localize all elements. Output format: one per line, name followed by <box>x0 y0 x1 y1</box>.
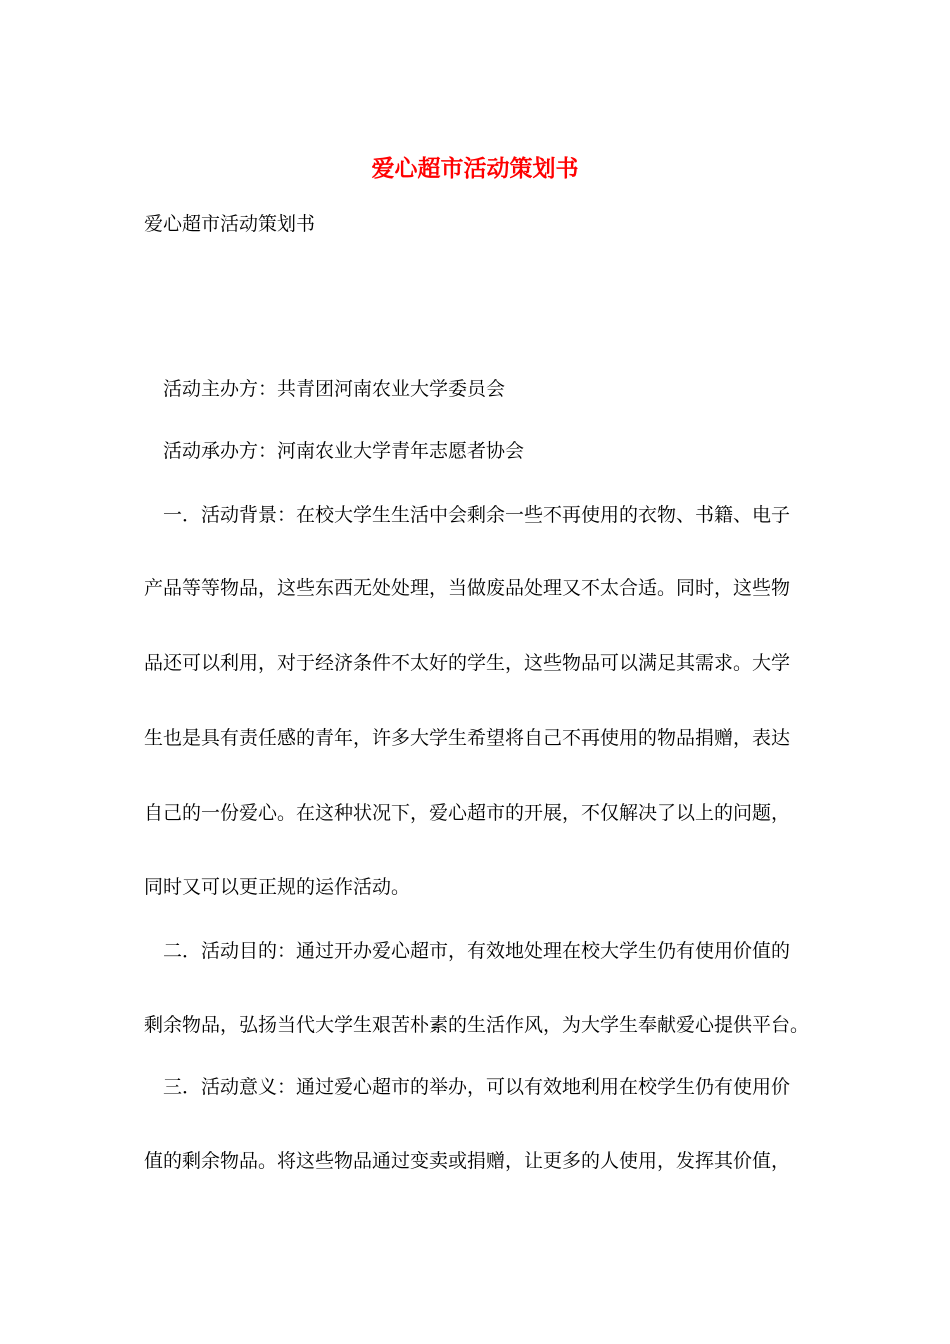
background-paragraph-line-1: 一．活动背景：在校大学生生活中会剩余一些不再使用的衣物、书籍、电子 <box>163 504 791 526</box>
document-subtitle: 爱心超市活动策划书 <box>144 213 316 235</box>
purpose-paragraph-line-1: 二．活动目的：通过开办爱心超市，有效地处理在校大学生仍有使用价值的 <box>163 940 791 962</box>
background-paragraph-line-5: 自己的一份爱心。在这种状况下，爱心超市的开展，不仅解决了以上的问题， <box>144 802 791 824</box>
document-title: 爱心超市活动策划书 <box>371 155 579 182</box>
co-organizer-line: 活动承办方：河南农业大学青年志愿者协会 <box>163 440 525 462</box>
background-paragraph-line-6: 同时又可以更正规的运作活动。 <box>144 876 411 898</box>
significance-paragraph-line-1: 三．活动意义：通过爱心超市的举办，可以有效地利用在校学生仍有使用价 <box>163 1076 791 1098</box>
organizer-line: 活动主办方：共青团河南农业大学委员会 <box>163 378 506 400</box>
background-paragraph-line-2: 产品等等物品，这些东西无处处理，当做废品处理又不太合适。同时，这些物 <box>144 577 791 599</box>
significance-paragraph-line-2: 值的剩余物品。将这些物品通过变卖或捐赠，让更多的人使用，发挥其价值， <box>144 1150 791 1172</box>
background-paragraph-line-3: 品还可以利用，对于经济条件不太好的学生，这些物品可以满足其需求。大学 <box>144 652 791 674</box>
background-paragraph-line-4: 生也是具有责任感的青年，许多大学生希望将自己不再使用的物品捐赠，表达 <box>144 727 791 749</box>
purpose-paragraph-line-2: 剩余物品，弘扬当代大学生艰苦朴素的生活作风，为大学生奉献爱心提供平台。 <box>144 1014 810 1036</box>
